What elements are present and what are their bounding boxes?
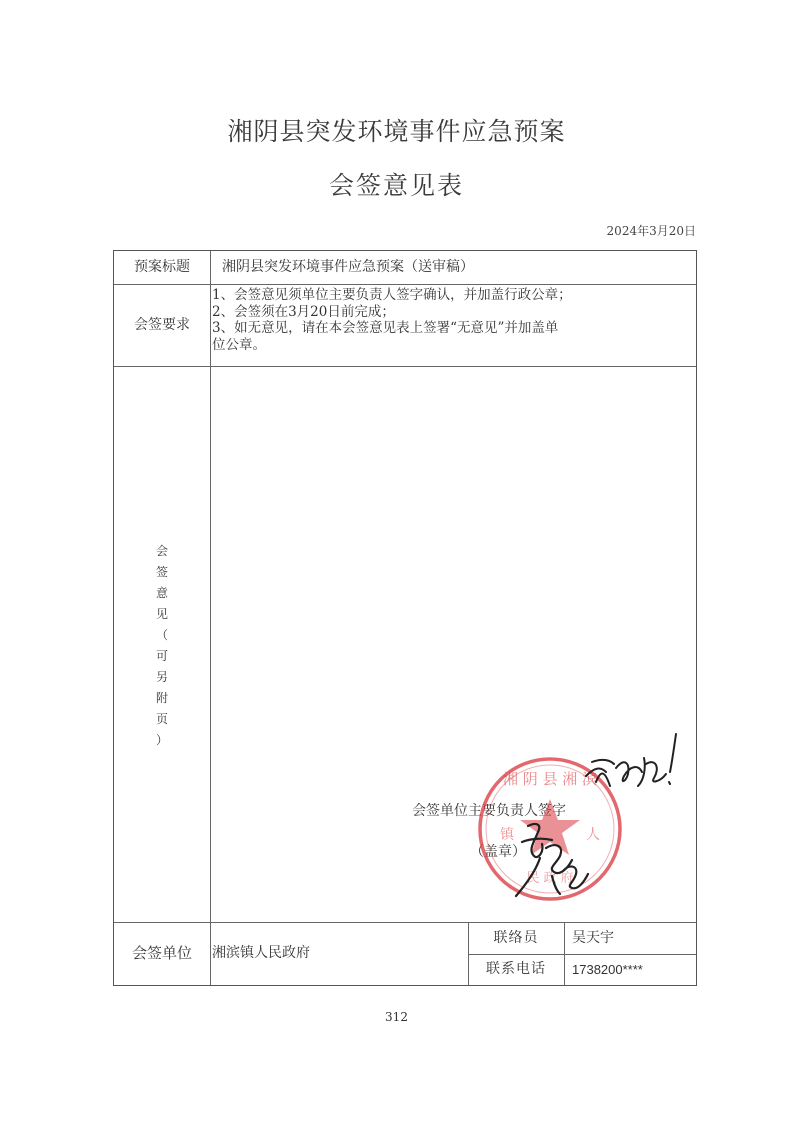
page-number: 312 (385, 1010, 408, 1024)
opinion-label-char: 附 (155, 691, 168, 705)
column-divider (564, 922, 565, 985)
svg-text:镇: 镇 (500, 827, 514, 843)
opinion-label-char: 另 (155, 670, 168, 684)
document-title: 湘阴县突发环境事件应急预案 (227, 117, 566, 146)
document-subtitle: 会签意见表 (328, 171, 464, 200)
svg-text:民 政 府: 民 政 府 (526, 871, 574, 886)
phone-label: 联系电话 (486, 961, 546, 977)
plan-title-label: 预案标题 (134, 259, 190, 275)
opinion-label-char: 见 (155, 607, 168, 621)
plan-title-value: 湘阴县突发环境事件应急预案（送审稿） (222, 259, 474, 275)
requirements-label: 会签要求 (134, 317, 190, 333)
svg-text:人: 人 (586, 827, 600, 843)
row-divider (114, 366, 696, 367)
requirement-item: 1、会签意见须单位主要负责人签字确认，并加盖行政公章； (212, 287, 572, 303)
opinion-label-char: 意 (155, 586, 168, 600)
opinion-label-char: 可 (155, 649, 168, 663)
seal-line-label: （盖章） (470, 844, 526, 860)
handwritten-no-opinion (580, 728, 690, 798)
unit-label: 会签单位 (131, 944, 192, 962)
handwritten-signature (508, 812, 593, 902)
requirement-item: 3、如无意见，请在本会签意见表上签署“无意见”并加盖单 (212, 320, 559, 336)
opinion-label-char: ） (155, 733, 168, 747)
signature-line-label: 会签单位主要负责人签字 (412, 803, 566, 819)
unit-value: 湘滨镇人民政府 (212, 945, 310, 961)
column-divider (210, 251, 211, 985)
opinion-label-char: 会 (155, 544, 168, 558)
opinion-label-char: 签 (155, 565, 168, 579)
requirement-item: 位公章。 (212, 336, 266, 353)
svg-text:湘 阴 县 湘 滨: 湘 阴 县 湘 滨 (502, 770, 598, 788)
requirements-list (212, 287, 682, 353)
phone-value: 1738200**** (572, 962, 643, 977)
opinion-label-char: 页 (155, 712, 168, 726)
opinion-label-char: （ (155, 628, 168, 642)
contact-value: 吴天宇 (572, 930, 614, 946)
document-date: 2024年3月20日 (606, 224, 696, 238)
requirement-item: 2、会签须在3月20日前完成； (212, 303, 395, 320)
opinion-label (152, 541, 172, 751)
contact-label: 联络员 (493, 930, 539, 946)
